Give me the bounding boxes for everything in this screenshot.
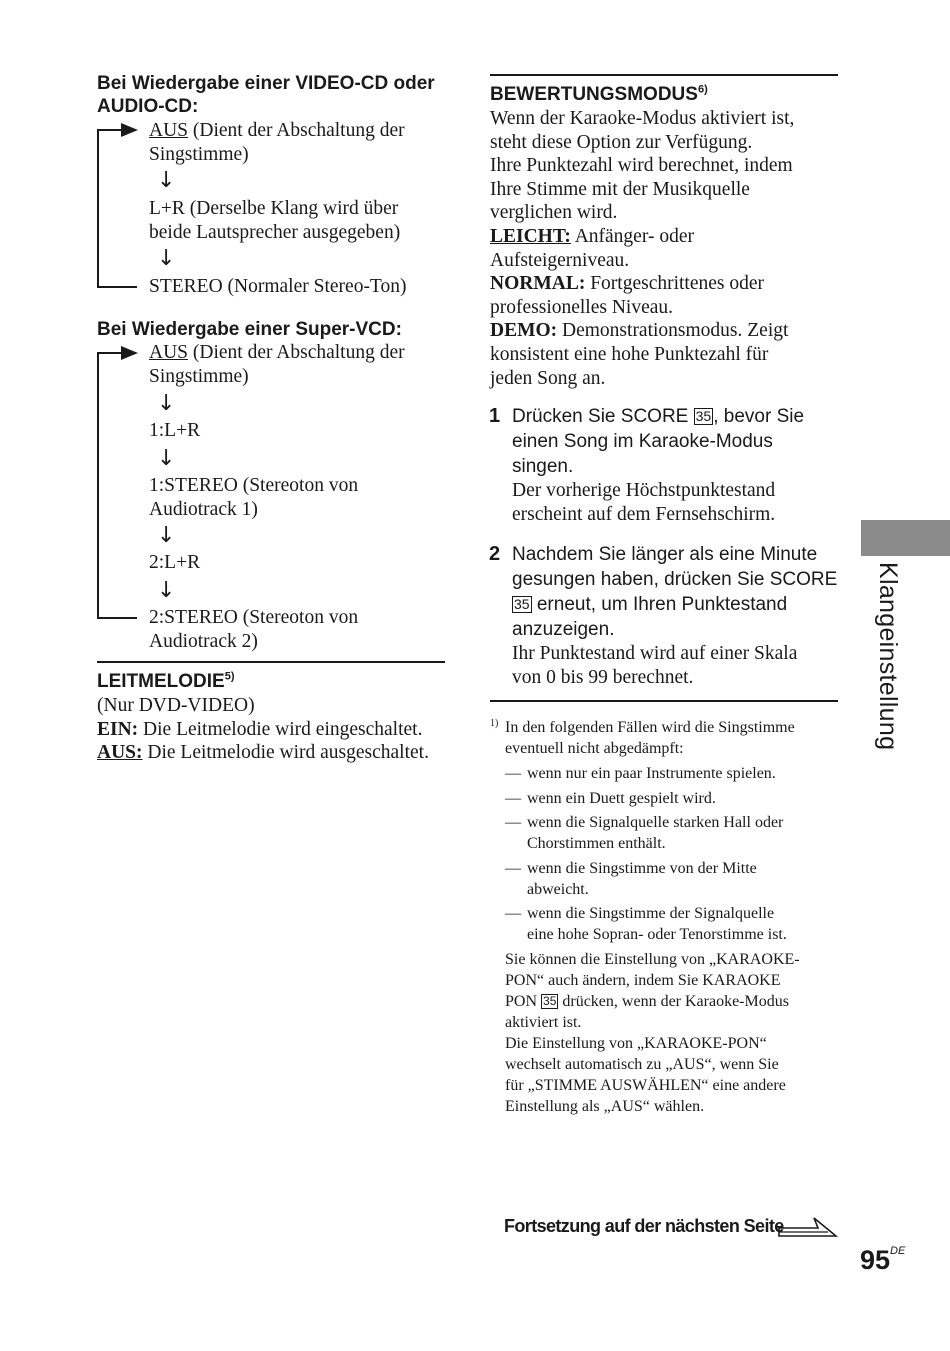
option-key-aus: AUS: [149, 342, 189, 363]
dash-bullet: —: [505, 814, 521, 831]
leitmelodie-note: (Nur DVD-VIDEO): [97, 695, 255, 716]
option-desc: Demonstrationsmodus. Zeigt: [557, 320, 789, 342]
footnote-ref: 5): [224, 670, 235, 683]
step-text-line: anzuzeigen.: [512, 619, 615, 640]
dash-bullet: —: [505, 765, 521, 782]
flow-bracket-vertical-2: [97, 352, 99, 619]
dash-bullet: —: [505, 905, 521, 922]
paragraph-line: Wenn der Karaoke-Modus aktiviert ist,: [490, 108, 795, 129]
footnote-text: PON: [505, 993, 542, 1010]
option-desc-line2: Aufsteigerniveau.: [490, 249, 630, 271]
option-line1: L+R (Derselbe Klang wird über: [149, 198, 399, 219]
bewertung-heading: [490, 83, 708, 106]
footnote-marker: 1): [490, 718, 499, 729]
paragraph-line: verglichen wird.: [490, 202, 618, 224]
footnote-line: Sie können die Einstellung von „KARAOKE-: [505, 951, 800, 968]
paragraph-line: Ihre Stimme mit der Musikquelle: [490, 178, 750, 200]
option-desc: Die Leitmelodie wird eingeschaltet.: [138, 718, 423, 740]
footnote-line: wechselt automatisch zu „AUS“, wenn Sie: [505, 1056, 779, 1073]
chapter-label: Klangeinstellung: [874, 562, 902, 751]
step-number: 1: [489, 405, 501, 427]
bewertung-title: BEWERTUNGSMODUS: [490, 84, 698, 105]
step-result-line: Der vorherige Höchstpunktestand: [512, 480, 776, 501]
option-2lr: [149, 551, 449, 575]
dash-bullet: —: [505, 790, 521, 807]
option-desc-line2: professionelles Niveau.: [490, 296, 674, 318]
step-text-line: Nachdem Sie länger als eine Minute: [512, 544, 818, 565]
button-ref-badge: 35: [514, 596, 530, 612]
step-text-line: singen.: [512, 456, 574, 477]
page-number-value: 95: [860, 1245, 891, 1275]
step-text: erneut, um Ihren Punktestand: [531, 594, 788, 615]
flow-arrowhead-icon: [121, 123, 138, 137]
step-text: , bevor Sie: [713, 406, 805, 427]
option-desc-line2: Singstimme): [149, 365, 249, 387]
footnote-line: eventuell nicht abgedämpft:: [505, 740, 684, 757]
footnote-line: für „STIMME AUSWÄHLEN“ eine andere: [505, 1077, 786, 1094]
bewertung-body: [490, 107, 840, 390]
option-desc: (Dient der Abschaltung der: [188, 120, 405, 141]
section2-heading: Bei Wiedergabe einer Super-VCD:: [97, 319, 402, 340]
leitmelodie-body: [97, 694, 457, 765]
option-line1: 2:L+R: [149, 552, 201, 573]
step-number: 2: [489, 543, 501, 565]
footnote-line: aktiviert ist.: [505, 1014, 582, 1031]
flow-arrowhead-icon: [121, 346, 138, 360]
option-2stereo: [149, 606, 449, 653]
step-2: [512, 542, 847, 689]
flow-bracket-bottom-1: [97, 286, 137, 288]
footnote-paragraph-2: [505, 1033, 850, 1117]
option-desc-line2: Singstimme): [149, 143, 249, 165]
option-line1: 1:L+R: [149, 420, 201, 441]
footnote-list-item: [505, 903, 845, 945]
list-item-text: wenn ein Duett gespielt wird.: [527, 790, 716, 807]
option-desc: (Dient der Abschaltung der: [188, 342, 405, 363]
option-line2: Audiotrack 1): [149, 498, 258, 520]
option-label-demo: DEMO:: [490, 320, 558, 342]
arrow-down-icon: ↓: [157, 246, 176, 271]
footnote-ref: 6): [697, 83, 708, 96]
option-label-aus: AUS:: [97, 742, 143, 764]
step-text-line: gesungen haben, drücken Sie SCORE: [512, 569, 838, 590]
divider: [490, 700, 838, 702]
dash-bullet: —: [505, 860, 521, 877]
divider: [490, 74, 838, 76]
footnote-line: Die Einstellung von „KARAOKE-PON“: [505, 1035, 767, 1052]
list-item-text: wenn die Singstimme von der Mitte: [527, 860, 757, 877]
option-desc-line2: konsistent eine hohe Punktezahl für: [490, 343, 769, 365]
option-aus-2: [149, 341, 449, 388]
paragraph-line: steht diese Option zur Verfügung.: [490, 131, 753, 153]
list-item-text: Chorstimmen enthält.: [527, 835, 666, 852]
section1-heading-line2: AUDIO-CD:: [97, 96, 199, 117]
step-text: Drücken Sie SCORE: [512, 406, 694, 427]
option-line1: 2:STEREO (Stereoton von: [149, 607, 359, 628]
arrow-down-icon: ↓: [157, 578, 176, 603]
footnote-list-item: [505, 788, 845, 809]
step-result-line: erscheint auf dem Fernsehschirm.: [512, 503, 776, 525]
footnote-line: In den folgenden Fällen wird die Singstimme: [505, 719, 795, 736]
continued-notice: [504, 1216, 784, 1237]
divider: [97, 661, 445, 663]
list-item-text: wenn die Singstimme der Signalquelle: [527, 905, 775, 922]
step-result-line: von 0 bis 99 berechnet.: [512, 666, 694, 688]
step-1: [512, 404, 842, 526]
list-item-text: wenn die Signalquelle starken Hall oder: [527, 814, 784, 831]
footnote-list-item: [505, 763, 845, 784]
list-item-text: eine hohe Sopran- oder Tenorstimme ist.: [527, 926, 787, 943]
step-text-line: einen Song im Karaoke-Modus: [512, 431, 773, 452]
option-line1: STEREO (Normaler Stereo-Ton): [149, 276, 407, 297]
leitmelodie-title: LEITMELODIE: [97, 671, 225, 692]
footnote-paragraph-1: [505, 949, 850, 1033]
page-number: [860, 1245, 905, 1276]
list-item-text: abweicht.: [527, 881, 589, 898]
button-ref-badge: 35: [543, 994, 557, 1008]
option-label-ein: EIN:: [97, 718, 139, 740]
leitmelodie-heading: [97, 670, 235, 693]
footnote-list-item: [505, 812, 845, 854]
section1-heading: [97, 72, 457, 118]
option-1lr: [149, 419, 449, 443]
arrow-down-icon: ↓: [157, 391, 176, 416]
continued-arrow-icon: [778, 1214, 838, 1240]
option-desc-line3: jeden Song an.: [490, 367, 606, 389]
option-desc: Anfänger- oder: [570, 225, 694, 247]
option-lr-1: [149, 197, 449, 244]
footnote-list-item: [505, 858, 845, 900]
section1-heading-line1: Bei Wiedergabe einer VIDEO-CD oder: [97, 73, 435, 94]
step-result-line: Ihr Punktestand wird auf einer Skala: [512, 643, 798, 664]
option-line1: 1:STEREO (Stereoton von: [149, 475, 359, 496]
option-line2: Audiotrack 2): [149, 630, 258, 652]
flow-bracket-vertical-1: [97, 129, 99, 288]
arrow-down-icon: ↓: [157, 523, 176, 548]
button-ref-badge: 35: [695, 408, 712, 424]
option-aus-1: [149, 119, 449, 166]
flow-bracket-bottom-2: [97, 617, 137, 619]
page-number-suffix: DE: [890, 1245, 906, 1257]
paragraph-line: Ihre Punktezahl wird berechnet, indem: [490, 155, 793, 177]
option-line2: beide Lautsprecher ausgegeben): [149, 221, 401, 243]
list-item-text: wenn nur ein paar Instrumente spielen.: [527, 765, 776, 782]
option-label-normal: NORMAL:: [490, 273, 586, 295]
footnote-line: PON“ auch ändern, indem Sie KARAOKE: [505, 972, 781, 989]
option-label-leicht: LEICHT:: [490, 225, 571, 247]
arrow-down-icon: ↓: [157, 446, 176, 471]
chapter-tab: [861, 520, 950, 556]
option-desc: Die Leitmelodie wird ausgeschaltet.: [142, 742, 429, 764]
option-desc: Fortgeschrittenes oder: [585, 273, 765, 295]
arrow-down-icon: ↓: [157, 168, 176, 193]
footnote-text: drücken, wenn der Karaoke-Modus: [558, 993, 789, 1010]
footnote-intro: [505, 717, 845, 759]
option-key-aus: AUS: [149, 120, 189, 141]
footnote-line: Einstellung als „AUS“ wählen.: [505, 1098, 705, 1115]
continued-text: Fortsetzung auf der nächsten Seite: [504, 1216, 784, 1236]
option-stereo-1: [149, 275, 449, 299]
option-1stereo: [149, 474, 449, 521]
